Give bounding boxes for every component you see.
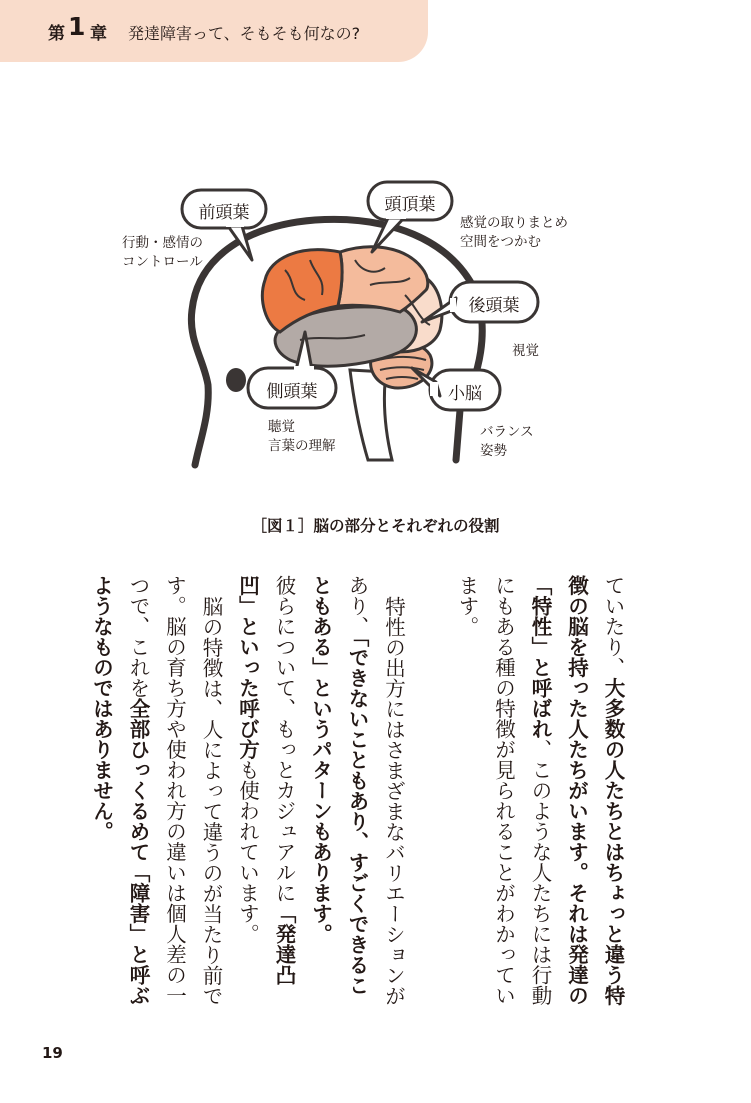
chapter-title: 発達障害って、そもそも何なの? xyxy=(128,24,361,43)
body-text xyxy=(83,575,631,1010)
annotation-temporal: 聴覚 言葉の理解 xyxy=(268,419,336,454)
p2-emphasis-2: 「発達凸凹」といった呼び方 xyxy=(235,575,296,985)
p3-emphasis: 全部ひっくるめて「障害」と呼ぶようなものではありません。 xyxy=(89,575,150,1006)
chapter-number: 1 xyxy=(68,12,86,41)
chapter-suffix: 章 xyxy=(90,24,107,44)
p2-text-e: も使われています。 xyxy=(235,759,260,944)
label-frontal: 前頭葉 xyxy=(198,203,250,223)
p3-text-a: 脳の特徴は、人によって違うのが当たり前です。脳の育ち方や使われ方の違いは個人差の一つで、これを xyxy=(126,575,223,1006)
p1-text-a: ていたり、 xyxy=(601,575,625,678)
chapter-header-tab xyxy=(0,0,428,62)
page-number: 19 xyxy=(42,1044,63,1062)
annotation-frontal: 行動・感情の コントロール xyxy=(122,235,203,270)
label-occipital: 後頭葉 xyxy=(468,296,520,316)
paragraph-1 xyxy=(449,575,632,1010)
p2-emphasis-1: 「できないこともあり、すごくできることもある」というパターンもあります。 xyxy=(308,575,369,996)
annotation-cerebellum: バランス 姿勢 xyxy=(480,424,534,459)
annotation-occipital: 視覚 xyxy=(512,343,539,359)
brain-figure xyxy=(100,160,620,510)
paragraph-3 xyxy=(83,575,229,1010)
figure-caption: ［図１］脳の部分とそれぞれの役割 xyxy=(251,517,500,535)
parietal-lobe xyxy=(338,247,428,312)
label-temporal: 側頭葉 xyxy=(266,382,318,402)
brain-illustration xyxy=(100,160,620,510)
annotation-parietal: 感覚の取りまとめ 空間をつかむ xyxy=(460,215,568,250)
paragraph-2 xyxy=(229,575,412,1010)
p2-text-a: 特性の出方にはさまざまなバリエーションがあり、 xyxy=(345,575,406,1006)
ear-mark xyxy=(226,368,246,392)
p2-text-c: 彼らについて、もっとカジュアルに xyxy=(272,575,296,903)
label-cerebellum: 小脳 xyxy=(448,384,482,404)
p1-emphasis: 大多数の人たちとはちょっと違う特徴の脳を持った人たちがいます。それは発達の「特性」と呼ばれ xyxy=(528,575,625,1006)
label-parietal: 頭頂葉 xyxy=(384,195,436,215)
chapter-prefix: 第 xyxy=(48,24,65,44)
p1-text-c: 、このような人たちには行動にもある種の特徴が見られることがわかっています。 xyxy=(455,575,552,1006)
